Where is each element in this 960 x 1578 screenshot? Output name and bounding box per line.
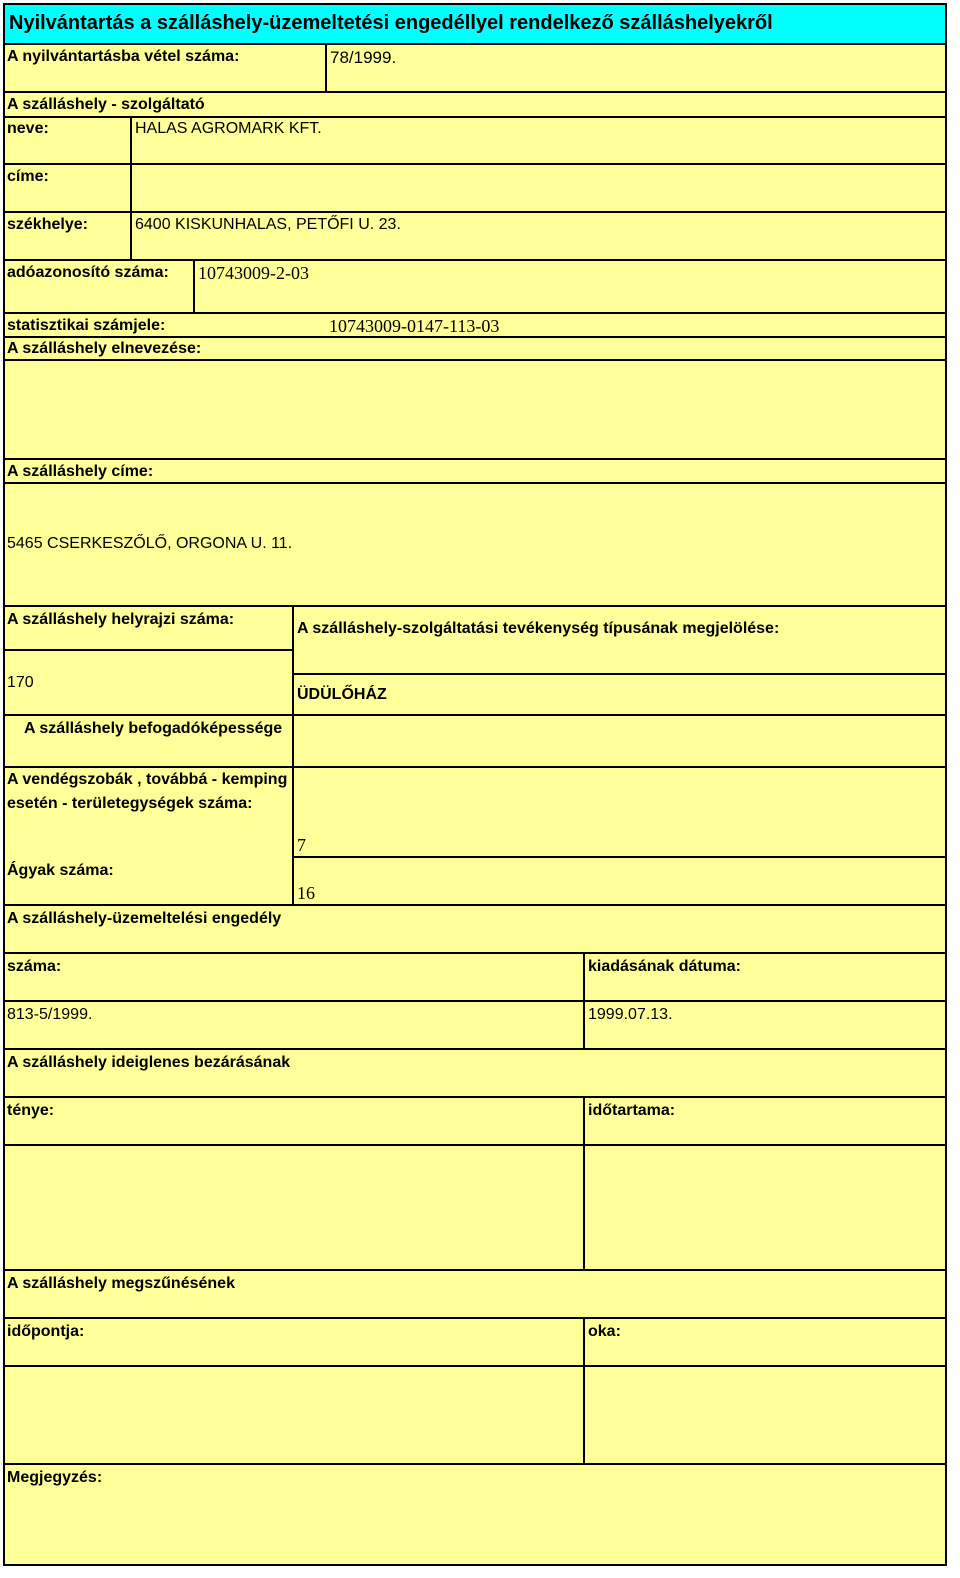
stat-code-label: statisztikai számjele:	[7, 317, 166, 334]
termination-reason-label: oka:	[588, 1323, 621, 1340]
divider	[3, 359, 947, 361]
parcel-number-value: 170	[7, 674, 34, 691]
provider-name-value: HALAS AGROMARK KFT.	[135, 120, 322, 137]
divider	[3, 1269, 947, 1271]
termination-date-label: időpontja:	[7, 1323, 85, 1340]
provider-address-label: címe:	[7, 168, 49, 185]
divider	[583, 1096, 585, 1270]
accommodation-name-label: A szálláshely elnevezése:	[7, 340, 202, 357]
divider	[3, 649, 293, 651]
divider	[3, 904, 947, 906]
stat-code-value: 10743009-0147-113-03	[329, 316, 500, 336]
divider	[3, 458, 947, 460]
divider	[3, 1317, 947, 1319]
beds-label: Ágyak száma:	[7, 862, 114, 879]
divider	[3, 91, 947, 93]
accommodation-address-label: A szálláshely címe:	[7, 463, 154, 480]
license-date-label: kiadásának dátuma:	[588, 958, 741, 975]
divider	[3, 1000, 947, 1002]
form-title: Nyilvántartás a szálláshely-üzemeltetési engedéllyel rendelkező szálláshelyekről	[3, 3, 947, 45]
capacity-label: A szálláshely befogadóképessége	[24, 720, 283, 737]
divider	[3, 482, 947, 484]
license-date-value: 1999.07.13.	[588, 1006, 673, 1023]
divider	[3, 163, 947, 165]
beds-value: 16	[297, 883, 315, 903]
divider	[293, 856, 947, 858]
service-type-label: A szálláshely-szolgáltatási tevékenység típusának megjelölése:	[297, 620, 780, 637]
divider	[3, 1365, 947, 1367]
provider-seat-label: székhelye:	[7, 216, 88, 233]
divider	[3, 116, 947, 118]
accommodation-address-value: 5465 CSERKESZŐLŐ, ORGONA U. 11.	[7, 535, 293, 552]
divider	[293, 673, 947, 675]
divider	[583, 1317, 585, 1464]
divider	[130, 116, 132, 260]
license-section-label: A szálláshely-üzemeltelési engedély	[7, 910, 282, 927]
closure-section-label: A szálláshely ideiglenes bezárásának	[7, 1054, 291, 1071]
divider	[3, 605, 947, 607]
notes-label: Megjegyzés:	[7, 1469, 103, 1486]
divider	[3, 211, 947, 213]
divider	[3, 952, 947, 954]
license-number-label: száma:	[7, 958, 62, 975]
divider	[3, 1144, 947, 1146]
divider	[583, 952, 585, 1049]
tax-id-label: adóazonosító száma:	[7, 264, 169, 281]
registration-number-value: 78/1999.	[330, 48, 397, 67]
divider	[3, 714, 947, 716]
termination-section-label: A szálláshely megszűnésének	[7, 1275, 235, 1292]
tax-id-value: 10743009-2-03	[198, 263, 309, 283]
service-type-value: ÜDÜLŐHÁZ	[297, 686, 387, 703]
rooms-label: A vendégszobák , továbbá - kemping esetén - területegységek száma:	[7, 771, 288, 812]
divider	[3, 259, 947, 261]
parcel-number-label: A szálláshely helyrajzi száma:	[7, 611, 235, 628]
divider	[3, 312, 947, 314]
provider-name-label: neve:	[7, 120, 49, 137]
closure-duration-label: időtartama:	[588, 1102, 676, 1119]
registration-number-label: A nyilvántartásba vétel száma:	[7, 48, 240, 65]
closure-fact-label: ténye:	[7, 1102, 55, 1119]
divider	[292, 605, 294, 905]
divider	[3, 1048, 947, 1050]
divider	[3, 1463, 947, 1465]
divider	[325, 45, 327, 92]
rooms-value: 7	[297, 835, 306, 855]
provider-seat-value: 6400 KISKUNHALAS, PETŐFI U. 23.	[135, 216, 401, 233]
provider-section-label: A szálláshely - szolgáltató	[7, 96, 205, 113]
divider	[3, 1096, 947, 1098]
divider	[193, 259, 195, 313]
license-number-value: 813-5/1999.	[7, 1006, 93, 1023]
divider	[3, 336, 947, 338]
